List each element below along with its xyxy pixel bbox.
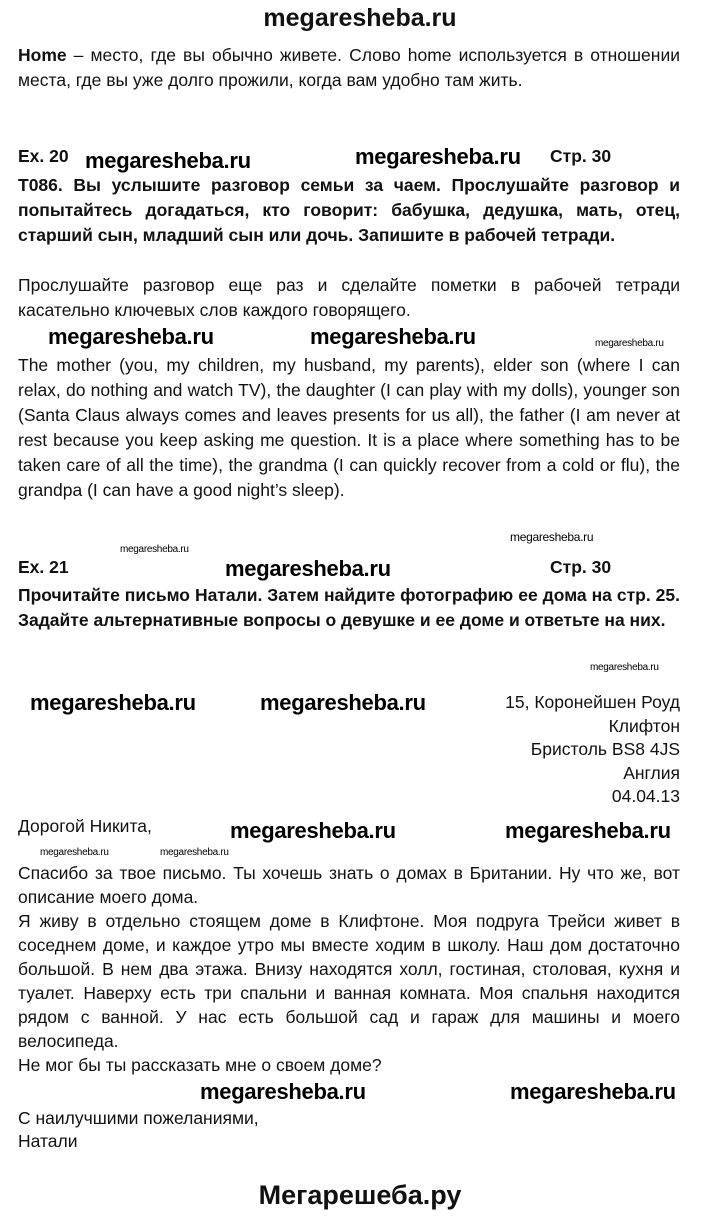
watermark: megaresheba.ru	[355, 144, 521, 169]
signature: Натали	[18, 1131, 78, 1151]
closing-line: С наилучшими пожеланиями,	[18, 1108, 259, 1128]
letter-paragraph: Я живу в отдельно стоящем доме в Клифтоне. Моя подруга Трейси живет в соседнем доме, и каждое утро мы вместе ходим в школу. Наш дом достаточно большой. В нем два этажа. Внизу находятся холл, гостиная, столовая, кухня и туалет. Наверху есть три спальни и ванная комната. Моя спальня находится рядом с ванной. У нас есть большой сад и гараж для машины и моего велосипеда.	[18, 911, 680, 1051]
ex20-task: T086. Вы услышите разговор семьи за чаем. Прослушайте разговор и попытайтесь догадаться, кто говорит: бабушка, дедушка, мать, отец, старший сын, младший сын или дочь. Запишите в рабочей тетради.	[18, 175, 680, 245]
watermark: megaresheba.ru	[260, 690, 426, 715]
ex20-page: Стр. 30	[550, 146, 612, 166]
letter-date: 04.04.13	[611, 786, 680, 806]
address-line: Англия	[623, 762, 680, 783]
watermark: megaresheba.ru	[505, 818, 671, 843]
ex20-task2: Прослушайте разговор еще раз и сделайте пометки в рабочей тетради касательно ключевых слов каждого говорящего.	[18, 275, 680, 320]
address-line: Бристоль BS8 4JS	[530, 739, 680, 759]
watermark-small: megaresheba.ru	[160, 847, 229, 858]
watermark: megaresheba.ru	[200, 1079, 366, 1104]
watermark-row	[18, 1079, 680, 1107]
watermark: megaresheba.ru	[225, 556, 391, 581]
ex20-label: Ex. 20	[18, 146, 69, 166]
watermark-small: megaresheba.ru	[40, 847, 109, 858]
letter-section	[18, 861, 680, 1153]
ex20-answer: The mother (you, my children, my husband, my parents), elder son (where I can relax, do nothing and watch TV), the daughter (I can play with my dolls), younger son (Santa Claus always comes and leaves presents for us all), the father (I am never at rest because you keep asking me question. It is a place where something has to be taken care of all the time), the grandma (I can quickly recover from a cold or flu), the grandpa (I can have a good night’s sleep).	[18, 355, 680, 500]
watermark: megaresheba.ru	[30, 690, 196, 715]
ex21-task: Прочитайте письмо Натали. Затем найдите фотографию ее дома на стр. 25. Задайте альтернативные вопросы о девушке и ее доме и ответьте на них.	[18, 585, 680, 630]
watermark-small: megaresheba.ru	[590, 662, 659, 673]
ex21-page: Стр. 30	[550, 557, 612, 577]
ex21-label: Ex. 21	[18, 557, 69, 577]
letter-paragraph: Не мог бы ты рассказать мне о своем доме?	[18, 1055, 382, 1075]
watermark: megaresheba.ru	[85, 148, 251, 173]
letter-body	[18, 861, 680, 1077]
watermark: megaresheba.ru	[48, 324, 214, 349]
watermark: megaresheba.ru	[310, 324, 476, 349]
site-header: megaresheba.ru	[263, 4, 457, 32]
site-footer: Мегарешеба.ру	[258, 1180, 462, 1210]
intro-text: – место, где вы обычно живете. Слово home используется в отношении места, где вы уже долго прожили, когда вам удобно там жить.	[18, 45, 680, 90]
letter-greeting: Дорогой Никита,	[18, 816, 152, 836]
watermark-small: megaresheba.ru	[510, 530, 594, 544]
intro-term: Home	[18, 45, 67, 65]
address-line: 15, Коронейшен Роуд	[505, 692, 680, 712]
letter-address	[505, 691, 680, 809]
intro-paragraph	[18, 43, 680, 93]
letter-closing	[18, 1107, 680, 1153]
address-line: Клифтон	[608, 715, 680, 736]
watermark-small: megaresheba.ru	[595, 338, 664, 349]
letter-paragraph: Спасибо за твое письмо. Ты хочешь знать о домах в Британии. Ну что же, вот описание моего дома.	[18, 863, 680, 907]
watermark: megaresheba.ru	[230, 818, 396, 843]
watermark-small: megaresheba.ru	[120, 544, 189, 555]
watermark: megaresheba.ru	[510, 1079, 676, 1104]
